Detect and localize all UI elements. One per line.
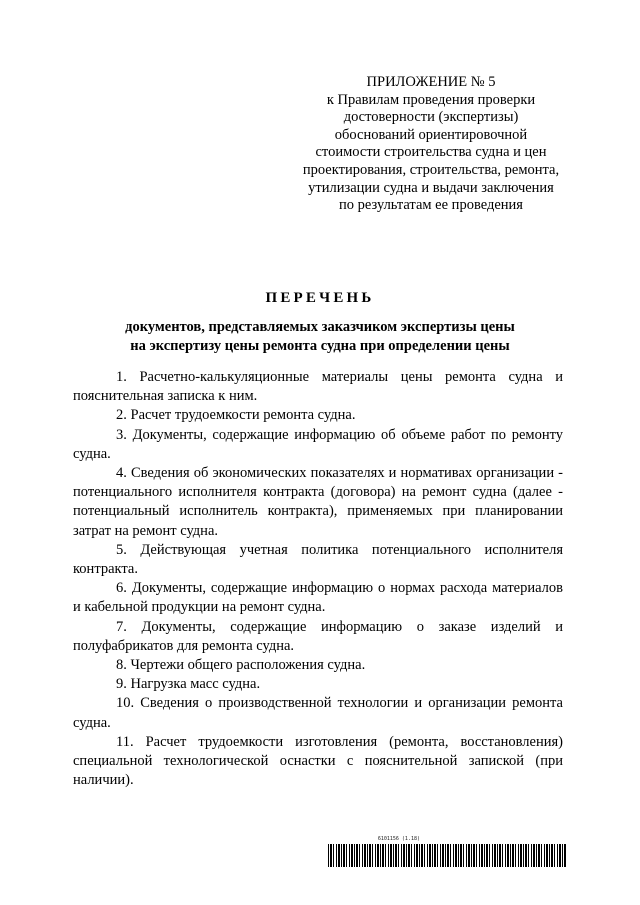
annex-header xyxy=(290,74,572,215)
annex-line: обоснований ориентировочной xyxy=(334,126,528,143)
document-code: 6101156 (1.18) xyxy=(377,836,420,842)
annex-line: по результатам ее проведения xyxy=(339,197,523,214)
list-item: 7. Документы, содержащие информацию о заказе изделий и полуфабрикатов для ремонта судна. xyxy=(73,618,563,654)
annex-line: стоимости строительства судна и цен xyxy=(315,144,547,161)
annex-line: утилизации судна и выдачи заключения xyxy=(308,179,554,196)
document-subtitle xyxy=(70,318,570,356)
annex-line: достоверности (экспертизы) xyxy=(343,109,519,126)
document-list xyxy=(73,368,563,790)
list-item: 2. Расчет трудоемкости ремонта судна. xyxy=(116,407,356,424)
page-footer xyxy=(328,836,566,867)
list-item: 1. Расчетно-калькуляционные материалы цены ремонта судна и пояснительная записка к ним. xyxy=(73,369,563,405)
list-item: 9. Нагрузка масс судна. xyxy=(116,676,261,693)
annex-line: к Правилам проведения проверки xyxy=(326,91,536,108)
list-item: 5. Действующая учетная политика потенциального исполнителя контракта. xyxy=(73,541,563,578)
annex-line: проектирования, строительства, ремонта, xyxy=(302,161,560,178)
list-item: 6. Документы, содержащие информацию о нормах расхода материалов и кабельной продукции на ремонт судна. xyxy=(73,580,563,616)
barcode xyxy=(328,844,566,867)
list-item: 4. Сведения об экономических показателях и нормативах организации - потенциального исполнителя контракта (договора) на ремонт судна (далее - потенциальный исполнитель контракта), применяемых при планировании затрат на ремонт судна. xyxy=(73,465,563,539)
list-item: 8. Чертежи общего расположения судна. xyxy=(116,657,366,674)
document-title: ПЕРЕЧЕНЬ xyxy=(265,290,375,306)
list-item: 3. Документы, содержащие информацию об объеме работ по ремонту судна. xyxy=(73,426,563,462)
list-item: 10. Сведения о производственной технологии и организации ремонта судна. xyxy=(73,695,563,731)
subtitle-line: документов, представляемых заказчиком экспертизы цены xyxy=(125,319,515,335)
list-item: 11. Расчет трудоемкости изготовления (ремонта, восстановления) специальной технологической оснастки с пояснительной запиской (при наличии). xyxy=(73,733,563,789)
subtitle-line: на экспертизу цены ремонта судна при определении цены xyxy=(130,338,510,354)
annex-line: ПРИЛОЖЕНИЕ № 5 xyxy=(366,74,496,90)
